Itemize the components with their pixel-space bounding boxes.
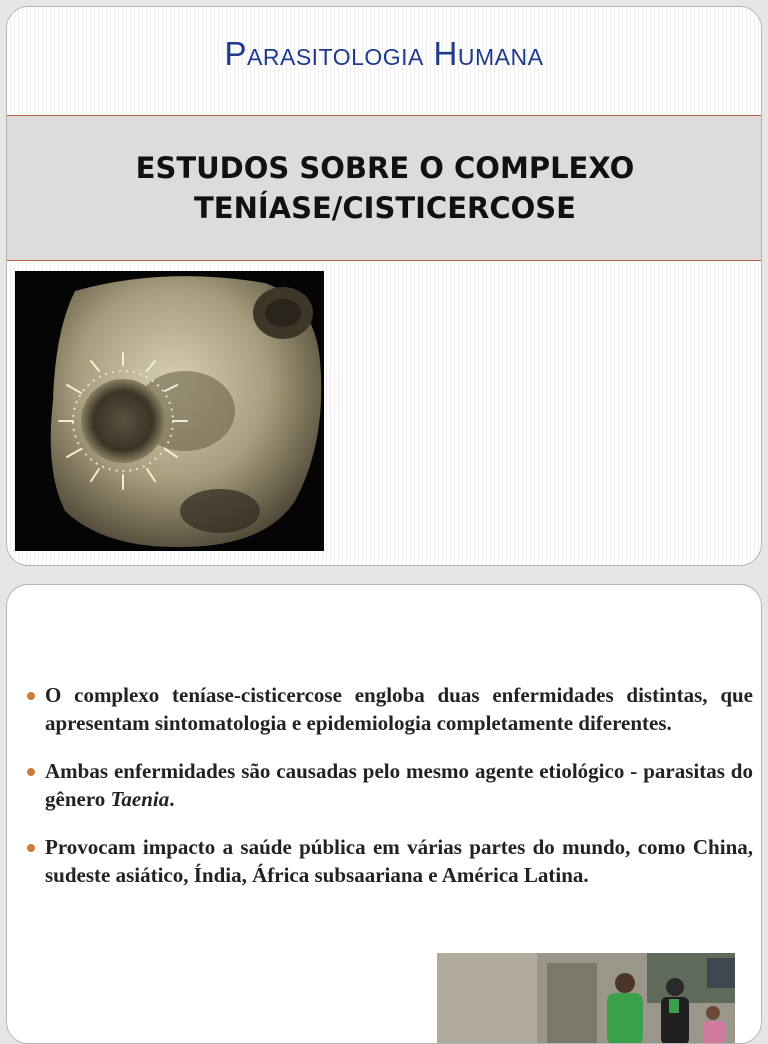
bullet-dot <box>27 692 35 700</box>
bullet-text-3: Provocam impacto a saúde pública em várias partes do mundo, como China, sudeste asiático, Índia, África subsaariana e América Latina. <box>45 835 753 887</box>
bullet-text-1: O complexo teníase-cisticercose engloba duas enfermidades distintas, que apresentam sintomatologia e epidemiologia completamente diferentes. <box>45 683 753 735</box>
bullet-text-2-post: . <box>169 787 175 811</box>
bullet-dot <box>27 844 35 852</box>
bullet-dot <box>27 768 35 776</box>
slide-2 <box>6 584 762 1044</box>
subtitle-line-2: TENÍASE/CISTICERCOSE <box>194 191 576 225</box>
bullet-list <box>27 681 753 909</box>
community-street-illustration <box>437 953 735 1044</box>
tapeworm-scolex-image <box>15 271 324 551</box>
bullet-item <box>27 757 753 813</box>
bullet-text-2-pre: Ambas enfermidades são causadas pelo mesmo agente etiológico - parasitas do gênero <box>45 759 753 811</box>
bullet-text-2-italic: Taenia <box>110 787 170 811</box>
subtitle-box <box>7 115 762 261</box>
scolex-illustration <box>15 271 324 551</box>
slide-title: Parasitologia Humana <box>224 35 544 72</box>
bullet-item <box>27 833 753 889</box>
slide-1 <box>6 6 762 566</box>
community-photo <box>437 953 735 1044</box>
bullet-item <box>27 681 753 737</box>
subtitle-line-1: ESTUDOS SOBRE O COMPLEXO <box>135 151 635 185</box>
